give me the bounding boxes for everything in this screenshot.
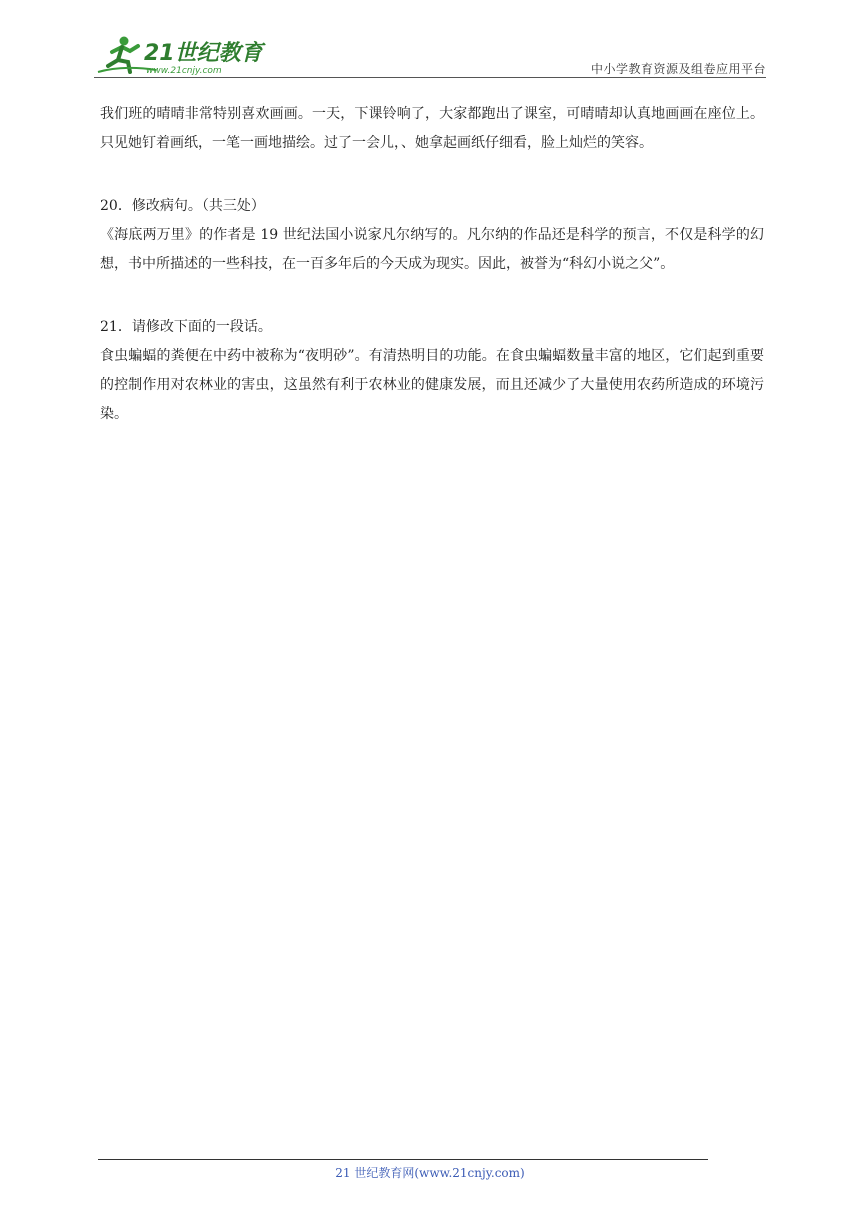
header-divider xyxy=(94,77,766,78)
question-21-text: 食虫蝙蝠的粪便在中药中被称为“夜明砂”。有清热明目的功能。在食虫蝙蝠数量丰富的地区，它们起到重要的控制作用对农林业的害虫，这虽然有利于农林业的健康发展，而且还减少了大量使用农药所造成的环境污染。 xyxy=(100,348,764,422)
intro-paragraph: 我们班的晴晴非常特别喜欢画画。一天，下课铃响了，大家都跑出了课室，可晴晴却认真地画画在座位上。只见她钉着画纸，一笔一画地描绘。过了一会儿，、她拿起画纸仔细看，脸上灿烂的笑容。 xyxy=(100,106,764,151)
footer-divider xyxy=(98,1159,708,1160)
question-20-title: 20．修改病句。（共三处） xyxy=(100,198,265,214)
footer-link[interactable]: 21 世纪教育网(www.21cnjy.com) xyxy=(335,1166,525,1180)
document-body xyxy=(100,100,764,429)
spacer xyxy=(100,279,764,313)
question-21-title: 21．请修改下面的一段话。 xyxy=(100,319,272,335)
site-logo xyxy=(94,32,294,76)
header-tagline: 中小学教育资源及组卷应用平台 xyxy=(590,62,766,76)
runner-logo-icon xyxy=(94,32,294,76)
svg-text:www.21cnjy.com: www.21cnjy.com xyxy=(146,66,222,76)
spacer xyxy=(100,158,764,192)
page-header xyxy=(94,30,766,78)
question-20-text: 《海底两万里》的作者是 19 世纪法国小说家凡尔纳写的。凡尔纳的作品还是科学的预言，不仅是科学的幻想，书中所描述的一些科技，在一百多年后的今天成为现实。因此，被誉为“科幻小说之父”。 xyxy=(100,227,764,272)
svg-text:21世纪教育: 21世纪教育 xyxy=(144,41,263,66)
